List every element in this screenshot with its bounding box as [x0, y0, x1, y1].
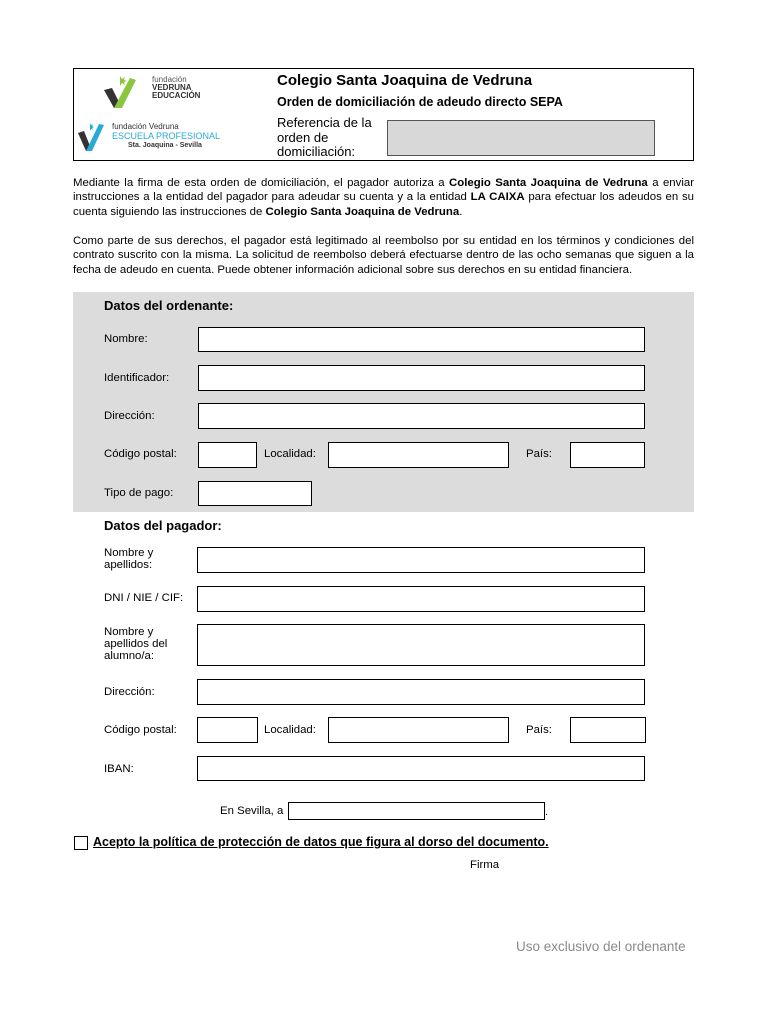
- pagador-cp-label: Código postal:: [104, 724, 177, 736]
- pagador-title: Datos del pagador:: [104, 518, 222, 533]
- pagador-dni-input[interactable]: [197, 586, 645, 612]
- ordenante-tipo-pago-label: Tipo de pago:: [104, 487, 174, 499]
- logo-bottom-line2: ESCUELA PROFESIONAL: [112, 131, 221, 141]
- reference-input[interactable]: [387, 120, 655, 156]
- pagador-alumno-label: Nombre y apellidos del alumno/a:: [104, 626, 168, 662]
- consent-label[interactable]: Acepto la política de protección de datos que figura al dorso del documento.: [93, 835, 549, 849]
- checkmark-logo-icon: [76, 121, 110, 153]
- intro-text: Mediante la firma de esta orden de domiciliación, el pagador autoriza a: [73, 177, 450, 189]
- creditor-name: Colegio Santa Joaquina de Vedruna: [265, 205, 460, 218]
- logo-top-line3: EDUCACIÓN: [152, 91, 201, 100]
- ordenante-nombre-label: Nombre:: [104, 333, 148, 345]
- escuela-profesional-logo: [76, 121, 236, 155]
- intro-text: .: [459, 205, 463, 218]
- consent-checkbox[interactable]: [74, 836, 88, 850]
- logo-top-line1: fundación: [152, 75, 187, 84]
- pagador-cp-input[interactable]: [197, 717, 258, 743]
- ordenante-cp-label: Código postal:: [104, 448, 177, 460]
- pagador-iban-label: IBAN:: [104, 763, 134, 775]
- creditor-name: Colegio Santa Joaquina de Vedruna: [449, 177, 648, 189]
- intro-text: a enviar instrucciones a la entidad del pagador para adeudar su cuenta y a la entidad: [73, 177, 694, 204]
- pagador-pais-input[interactable]: [570, 717, 646, 743]
- pagador-dni-label: DNI / NIE / CIF:: [104, 592, 184, 604]
- intro-paragraph-1: [73, 176, 694, 219]
- firma-label: Firma: [470, 859, 500, 871]
- intro-paragraph-2: Como parte de sus derechos, el pagador está legitimado al reembolso por su entidad en los términos y condiciones del contrato suscrito con la misma. La solicitud de reembolso deberá efectuarse dentro de las ocho semanas que siguen a la fecha de adeudo en cuenta. Puede obtener información adicional sobre sus derechos en su entidad financiera.: [73, 235, 694, 276]
- vedruna-educacion-logo: [100, 72, 210, 112]
- pagador-nombre-input[interactable]: [197, 547, 645, 573]
- ordenante-pais-label: País:: [526, 448, 552, 460]
- pagador-nombre-label: Nombre y apellidos:: [104, 547, 154, 571]
- pagador-direccion-label: Dirección:: [104, 686, 155, 698]
- checkmark-logo-icon: [100, 72, 144, 112]
- document-subtitle: Orden de domiciliación de adeudo directo SEPA: [277, 95, 563, 109]
- date-period: .: [545, 806, 549, 818]
- pagador-localidad-label: Localidad:: [264, 724, 316, 736]
- date-input[interactable]: [288, 802, 545, 820]
- pagador-iban-input[interactable]: [197, 756, 645, 781]
- ordenante-direccion-label: Dirección:: [104, 410, 155, 422]
- logo-bottom-line1: fundación Vedruna: [112, 122, 179, 131]
- bank-name: LA CAIXA: [470, 191, 525, 204]
- uso-exclusivo-label: Uso exclusivo del ordenante: [516, 939, 686, 954]
- document-title: Colegio Santa Joaquina de Vedruna: [277, 72, 533, 89]
- ordenante-identificador-input[interactable]: [198, 365, 645, 391]
- ordenante-direccion-input[interactable]: [198, 403, 645, 429]
- ordenante-tipo-pago-input[interactable]: [198, 481, 312, 506]
- ordenante-section: [73, 292, 694, 512]
- ordenante-localidad-input[interactable]: [328, 442, 509, 468]
- logo-bottom-line3: Sta. Joaquina - Sevilla: [128, 142, 202, 149]
- intro-text: para efectuar los adeudos en su cuenta siguiendo las instrucciones de: [73, 191, 694, 218]
- logo-top-line2: VEDRUNA: [152, 83, 192, 92]
- ordenante-identificador-label: Identificador:: [104, 372, 170, 384]
- pagador-pais-label: País:: [526, 724, 552, 736]
- ordenante-cp-input[interactable]: [198, 442, 257, 468]
- ordenante-pais-input[interactable]: [570, 442, 645, 468]
- place-label: En Sevilla, a: [220, 805, 284, 817]
- pagador-direccion-input[interactable]: [197, 679, 645, 705]
- pagador-localidad-input[interactable]: [328, 717, 509, 743]
- ordenante-nombre-input[interactable]: [198, 327, 645, 352]
- reference-label: Referencia de la orden de domiciliación:: [277, 115, 372, 159]
- ordenante-title: Datos del ordenante:: [104, 298, 234, 313]
- pagador-alumno-input[interactable]: [197, 624, 645, 666]
- ordenante-localidad-label: Localidad:: [264, 448, 316, 460]
